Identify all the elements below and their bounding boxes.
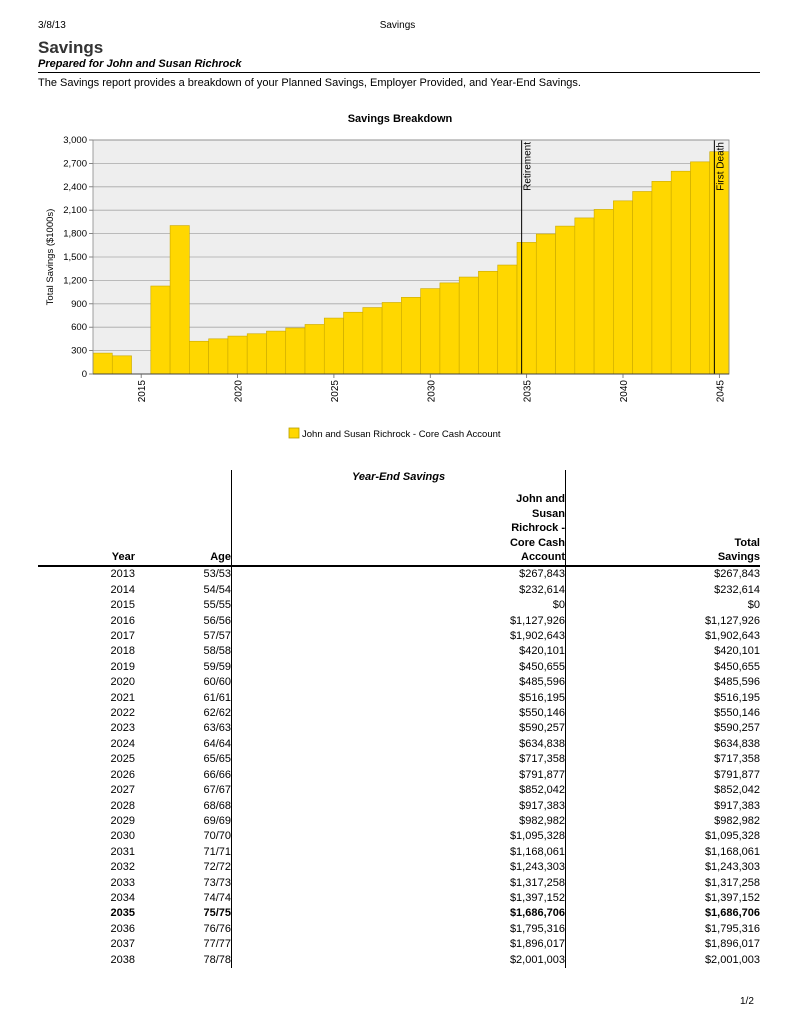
column-header-year: Year xyxy=(38,485,135,566)
year-cell: 2015 xyxy=(110,599,135,612)
year-cell: 2034 xyxy=(110,891,135,904)
bar xyxy=(671,171,690,374)
year-cell: 2020 xyxy=(110,676,135,689)
table-row xyxy=(38,768,760,783)
table-row xyxy=(38,598,760,613)
account-cell: $791,877 xyxy=(232,768,566,783)
bar xyxy=(286,328,305,374)
bar xyxy=(536,234,555,374)
y-tick-label: 2,700 xyxy=(63,158,87,170)
table-row xyxy=(38,721,760,736)
bar xyxy=(478,271,497,374)
report-description: The Savings report provides a breakdown of your Planned Savings, Employer Provided, and Year-End Savings. xyxy=(38,77,581,89)
savings-chart xyxy=(0,0,795,460)
age-cell: 68/68 xyxy=(135,799,232,814)
age-cell: 74/74 xyxy=(135,891,232,906)
table-row xyxy=(38,660,760,675)
age-cell: 63/63 xyxy=(135,721,232,736)
table-row xyxy=(38,829,760,844)
total-cell: $982,982 xyxy=(714,814,760,827)
account-cell: $634,838 xyxy=(232,737,566,752)
year-cell: 2037 xyxy=(110,938,135,951)
y-tick-label: 1,200 xyxy=(63,275,87,287)
table-row xyxy=(38,675,760,690)
year-cell: 2025 xyxy=(110,753,135,766)
table-row xyxy=(38,876,760,891)
table-row xyxy=(38,953,760,968)
table-row xyxy=(38,937,760,952)
bar xyxy=(266,331,285,374)
table-row xyxy=(38,906,760,921)
account-cell: $1,397,152 xyxy=(232,891,566,906)
year-cell: 2018 xyxy=(110,645,135,658)
table-row xyxy=(38,922,760,937)
year-cell: 2017 xyxy=(110,630,135,643)
age-cell: 54/54 xyxy=(135,583,232,598)
y-axis-label: Total Savings ($1000s) xyxy=(45,208,56,306)
bar xyxy=(363,308,382,374)
annotation-label: First Death xyxy=(715,142,727,191)
table-row xyxy=(38,799,760,814)
account-cell: $267,843 xyxy=(232,566,566,582)
table-row xyxy=(38,752,760,767)
table-row xyxy=(38,814,760,829)
age-cell: 72/72 xyxy=(135,860,232,875)
age-cell: 60/60 xyxy=(135,675,232,690)
bar xyxy=(112,356,131,374)
age-cell: 75/75 xyxy=(135,906,232,921)
account-cell: $1,168,061 xyxy=(232,845,566,860)
bar xyxy=(690,162,709,374)
table-row xyxy=(38,783,760,798)
year-cell: 2026 xyxy=(110,768,135,781)
y-tick-label: 600 xyxy=(71,322,87,334)
total-cell: $590,257 xyxy=(714,722,760,735)
legend-label: John and Susan Richrock - Core Cash Account xyxy=(302,429,501,440)
bar xyxy=(613,201,632,374)
year-cell: 2032 xyxy=(110,861,135,874)
account-cell: $550,146 xyxy=(232,706,566,721)
x-tick-label: 2030 xyxy=(426,380,438,403)
account-cell: $450,655 xyxy=(232,660,566,675)
age-cell: 69/69 xyxy=(135,814,232,829)
x-tick-label: 2035 xyxy=(522,380,534,403)
y-tick-label: 900 xyxy=(71,298,87,310)
account-cell: $1,686,706 xyxy=(232,906,566,921)
age-cell: 73/73 xyxy=(135,876,232,891)
total-cell: $1,397,152 xyxy=(704,891,760,904)
x-tick-label: 2025 xyxy=(329,380,341,403)
column-header-age: Age xyxy=(135,485,232,566)
account-cell: $0 xyxy=(232,598,566,613)
total-cell: $450,655 xyxy=(714,660,760,673)
year-cell: 2038 xyxy=(110,953,135,966)
account-cell: $485,596 xyxy=(232,675,566,690)
table-row xyxy=(38,566,760,582)
year-cell: 2021 xyxy=(110,691,135,704)
bar xyxy=(189,341,208,374)
bar xyxy=(633,191,652,374)
account-cell: $717,358 xyxy=(232,752,566,767)
print-header-title: Savings xyxy=(379,20,416,31)
bar xyxy=(305,324,324,374)
bar xyxy=(93,353,112,374)
chart-title: Savings Breakdown xyxy=(347,113,453,125)
table-group-header: Year-End Savings xyxy=(232,470,566,485)
year-cell: 2013 xyxy=(110,568,135,581)
total-cell: $267,843 xyxy=(714,568,760,581)
total-cell: $852,042 xyxy=(714,784,760,797)
account-cell: $2,001,003 xyxy=(232,953,566,968)
year-cell: 2031 xyxy=(110,845,135,858)
year-cell: 2035 xyxy=(110,907,135,920)
bar xyxy=(401,297,420,374)
print-date: 3/8/13 xyxy=(38,20,66,31)
account-cell: $852,042 xyxy=(232,783,566,798)
age-cell: 66/66 xyxy=(135,768,232,783)
annotation-label: Retirement xyxy=(522,142,534,191)
page-number: 1/2 xyxy=(740,996,754,1007)
total-cell: $1,168,061 xyxy=(704,845,760,858)
table-row xyxy=(38,737,760,752)
age-cell: 53/53 xyxy=(135,566,232,582)
total-cell: $1,243,303 xyxy=(704,861,760,874)
year-cell: 2027 xyxy=(110,784,135,797)
total-cell: $516,195 xyxy=(714,691,760,704)
age-cell: 70/70 xyxy=(135,829,232,844)
age-cell: 64/64 xyxy=(135,737,232,752)
x-tick-label: 2020 xyxy=(233,380,245,403)
age-cell: 57/57 xyxy=(135,629,232,644)
x-tick-label: 2040 xyxy=(619,380,630,403)
total-cell: $420,101 xyxy=(714,645,760,658)
total-cell: $1,902,643 xyxy=(704,630,760,643)
column-header-account: John and Susan Richrock - Core Cash Account xyxy=(509,493,565,563)
report-subtitle: Prepared for John and Susan Richrock xyxy=(38,58,242,70)
age-cell: 62/62 xyxy=(135,706,232,721)
age-cell: 77/77 xyxy=(135,937,232,952)
account-cell: $1,902,643 xyxy=(232,629,566,644)
y-tick-label: 1,800 xyxy=(63,228,87,240)
y-tick-label: 3,000 xyxy=(63,135,87,146)
total-cell: $1,686,706 xyxy=(704,907,760,920)
total-cell: $1,095,328 xyxy=(704,830,760,843)
year-cell: 2033 xyxy=(110,876,135,889)
age-cell: 67/67 xyxy=(135,783,232,798)
bar xyxy=(556,226,575,374)
total-cell: $634,838 xyxy=(714,737,760,750)
account-cell: $1,317,258 xyxy=(232,876,566,891)
total-cell: $1,127,926 xyxy=(704,614,760,627)
age-cell: 61/61 xyxy=(135,691,232,706)
account-cell: $982,982 xyxy=(232,814,566,829)
y-tick-label: 1,500 xyxy=(63,252,87,263)
year-cell: 2023 xyxy=(110,722,135,735)
bar xyxy=(652,181,671,374)
table-row xyxy=(38,583,760,598)
year-cell: 2036 xyxy=(110,922,135,935)
year-cell: 2028 xyxy=(110,799,135,812)
total-cell: $791,877 xyxy=(714,768,760,781)
total-cell: $917,383 xyxy=(714,799,760,812)
year-end-savings-table xyxy=(38,470,760,968)
table-row xyxy=(38,629,760,644)
y-tick-label: 300 xyxy=(71,345,87,357)
account-cell: $917,383 xyxy=(232,799,566,814)
year-cell: 2029 xyxy=(110,814,135,827)
account-cell: $516,195 xyxy=(232,691,566,706)
total-cell: $1,795,316 xyxy=(704,922,760,935)
bar xyxy=(170,226,189,374)
column-header-total: Total Savings xyxy=(717,536,760,563)
x-tick-label: 2015 xyxy=(137,380,149,403)
bar xyxy=(517,242,536,374)
bar xyxy=(594,209,613,374)
total-cell: $717,358 xyxy=(714,753,760,766)
total-cell: $1,896,017 xyxy=(704,938,760,951)
table-row xyxy=(38,860,760,875)
y-tick-label: 2,400 xyxy=(63,181,87,193)
age-cell: 78/78 xyxy=(135,953,232,968)
total-cell: $0 xyxy=(747,599,760,612)
total-cell: $550,146 xyxy=(714,707,760,720)
report-title: Savings xyxy=(38,38,104,57)
table-row xyxy=(38,614,760,629)
table-row xyxy=(38,891,760,906)
year-cell: 2030 xyxy=(110,830,135,843)
bar xyxy=(344,312,363,374)
account-cell: $420,101 xyxy=(232,644,566,659)
age-cell: 59/59 xyxy=(135,660,232,675)
bar xyxy=(324,318,343,374)
age-cell: 76/76 xyxy=(135,922,232,937)
bar xyxy=(382,302,401,374)
account-cell: $1,127,926 xyxy=(232,614,566,629)
table-row xyxy=(38,644,760,659)
table-row xyxy=(38,706,760,721)
table-body xyxy=(38,566,760,968)
table-row xyxy=(38,691,760,706)
age-cell: 71/71 xyxy=(135,845,232,860)
table-row xyxy=(38,845,760,860)
legend-swatch xyxy=(289,428,299,438)
bar xyxy=(440,283,459,374)
year-cell: 2022 xyxy=(110,707,135,720)
year-cell: 2019 xyxy=(110,660,135,673)
y-tick-label: 2,100 xyxy=(63,205,87,217)
bar xyxy=(421,289,440,374)
account-cell: $1,243,303 xyxy=(232,860,566,875)
age-cell: 56/56 xyxy=(135,614,232,629)
account-cell: $232,614 xyxy=(232,583,566,598)
bar xyxy=(209,339,228,374)
bar xyxy=(498,265,517,374)
x-tick-label: 2045 xyxy=(715,380,727,403)
age-cell: 65/65 xyxy=(135,752,232,767)
bar xyxy=(247,334,266,374)
account-cell: $1,896,017 xyxy=(232,937,566,952)
y-tick-label: 0 xyxy=(81,369,87,380)
total-cell: $2,001,003 xyxy=(704,953,760,966)
year-cell: 2024 xyxy=(110,737,135,750)
age-cell: 58/58 xyxy=(135,644,232,659)
total-cell: $232,614 xyxy=(714,583,760,596)
account-cell: $1,095,328 xyxy=(232,829,566,844)
bar xyxy=(151,286,170,374)
bar xyxy=(228,336,247,374)
year-cell: 2016 xyxy=(110,614,135,627)
total-cell: $1,317,258 xyxy=(704,876,760,889)
total-cell: $485,596 xyxy=(714,676,760,689)
account-cell: $1,795,316 xyxy=(232,922,566,937)
bar xyxy=(575,218,594,374)
bar xyxy=(459,277,478,374)
year-cell: 2014 xyxy=(110,583,135,596)
account-cell: $590,257 xyxy=(232,721,566,736)
age-cell: 55/55 xyxy=(135,598,232,613)
